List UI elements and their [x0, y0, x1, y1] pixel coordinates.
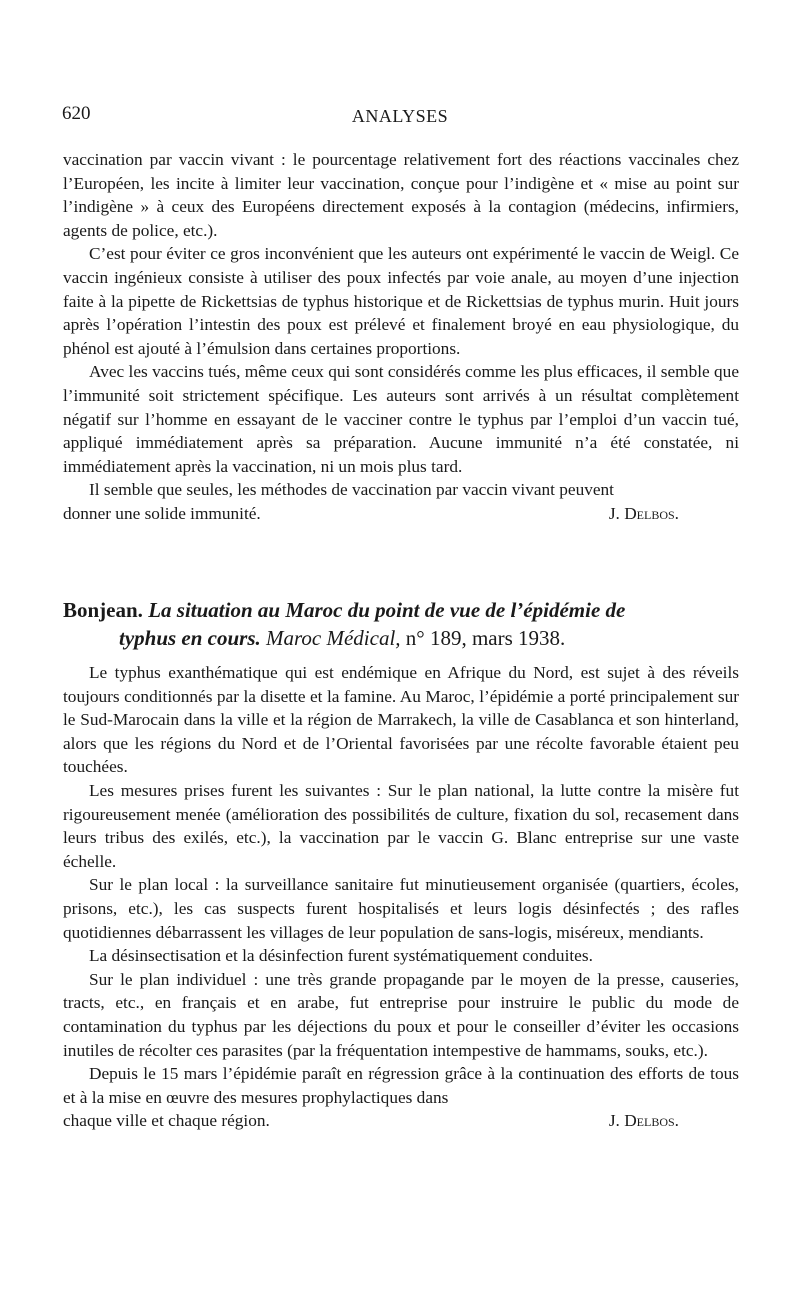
paragraph: vaccination par vaccin vivant : le pourcentage relativement fort des réactions vaccinales chez l’Européen, les incite à limiter leur vaccination, conçue pour l’indigène et « mise au point sur l’indigène » à ceux des Européens directement exposés à la contagion (médecins, infirmiers, agents de police, etc.).: [63, 150, 739, 240]
paragraph: Depuis le 15 mars l’épidémie paraît en régression grâce à la continuation des efforts de tous et à la mise en œuvre des mesures prophylactiques dans: [63, 1064, 739, 1107]
review-1-body: [63, 148, 739, 526]
article-title-continued: typhus en cours.: [119, 626, 261, 650]
paragraph: La désinsectisation et la désinfection furent systématiquement conduites.: [89, 946, 593, 966]
citation-line-2: [63, 624, 753, 652]
journal-issue: n° 189, mars 1938.: [405, 626, 566, 650]
paragraph: Les mesures prises furent les suivantes : Sur le plan national, la lutte contre la misère fut rigoureusement menée (amélioration des possibilités de culture, fixation du sol, recasement dans leurs tribus des exilés, etc.), la vaccination par le vaccin G. Blanc entreprise sur une vaste échelle.: [63, 780, 739, 871]
closing-line: [63, 502, 739, 526]
closing-text: chaque ville et chaque région.: [63, 1111, 270, 1131]
signature: J. Delbos.: [608, 1111, 679, 1131]
paragraph: Il semble que seules, les méthodes de vaccination par vaccin vivant peuvent: [89, 480, 614, 500]
article-author: Bonjean.: [63, 598, 143, 622]
paragraph: Le typhus exanthématique qui est endémique en Afrique du Nord, est sujet à des réveils toujours conditionnés par la disette et la famine. Au Maroc, l’épidémie a porté principalement sur le Sud-Marocain dans la ville et la région de Marrakech, la ville de Casablanca et son hinterland, alors que les régions du Nord et de l’Oriental favorisées par une récolte favorable étaient peu touchées.: [63, 663, 739, 777]
closing-line: [63, 1109, 739, 1133]
running-head: ANALYSES: [351, 106, 449, 126]
citation-line-1: [63, 596, 753, 624]
closing-text: donner une solide immunité.: [63, 503, 261, 523]
article-citation: [63, 596, 753, 652]
paragraph: Sur le plan individuel : une très grande propagande par le moyen de la presse, causeries, tracts, etc., en français et en arabe, fut entreprise pour instruire le public du mode de contamination du typhus par les déjections du poux et pour le conseiller d’éviter les occasions inutiles de récolter ces parasites (par la fréquentation intempestive de hammams, souks, etc.).: [63, 969, 739, 1060]
paragraph: Sur le plan local : la surveillance sanitaire fut minutieusement organisée (quartiers, écoles, prisons, etc.), les cas suspects furent hospitalisés et leurs logis désinfectés ; des rafles quotidiennes débarrassent les villages de leur population de sans-logis, miséreux, mendiants.: [63, 875, 739, 942]
journal-name: Maroc Médical,: [266, 626, 401, 650]
page-number: 620: [62, 103, 91, 124]
review-2-body: [63, 661, 739, 1133]
paragraph: C’est pour éviter ce gros inconvénient que les auteurs ont expérimenté le vaccin de Weigl. Ce vaccin ingénieux consiste à utiliser des poux infectés par voie anale, au moyen d’une injection faite à la pipette de Rickettsias de typhus historique et de Rickettsias de typhus murin. Huit jours après l’opération l’intestin des poux est prélevé et finalement broyé en eau physiologique, du phénol est ajouté à l’émulsion dans certaines proportions.: [63, 244, 739, 358]
article-title: La situation au Maroc du point de vue de l’épidémie de: [148, 598, 626, 622]
signature: J. Delbos.: [608, 503, 679, 523]
paragraph: Avec les vaccins tués, même ceux qui sont considérés comme les plus efficaces, il semble que l’immunité soit strictement spécifique. Les auteurs sont arrivés à un résultat complètement négatif sur l’homme en essayant de le vacciner contre le typhus par l’emploi d’un vaccin tué, appliqué immédiatement après sa préparation. Aucune immunité n’a été constatée, ni immédiatement après la vaccination, ni un mois plus tard.: [63, 362, 739, 476]
